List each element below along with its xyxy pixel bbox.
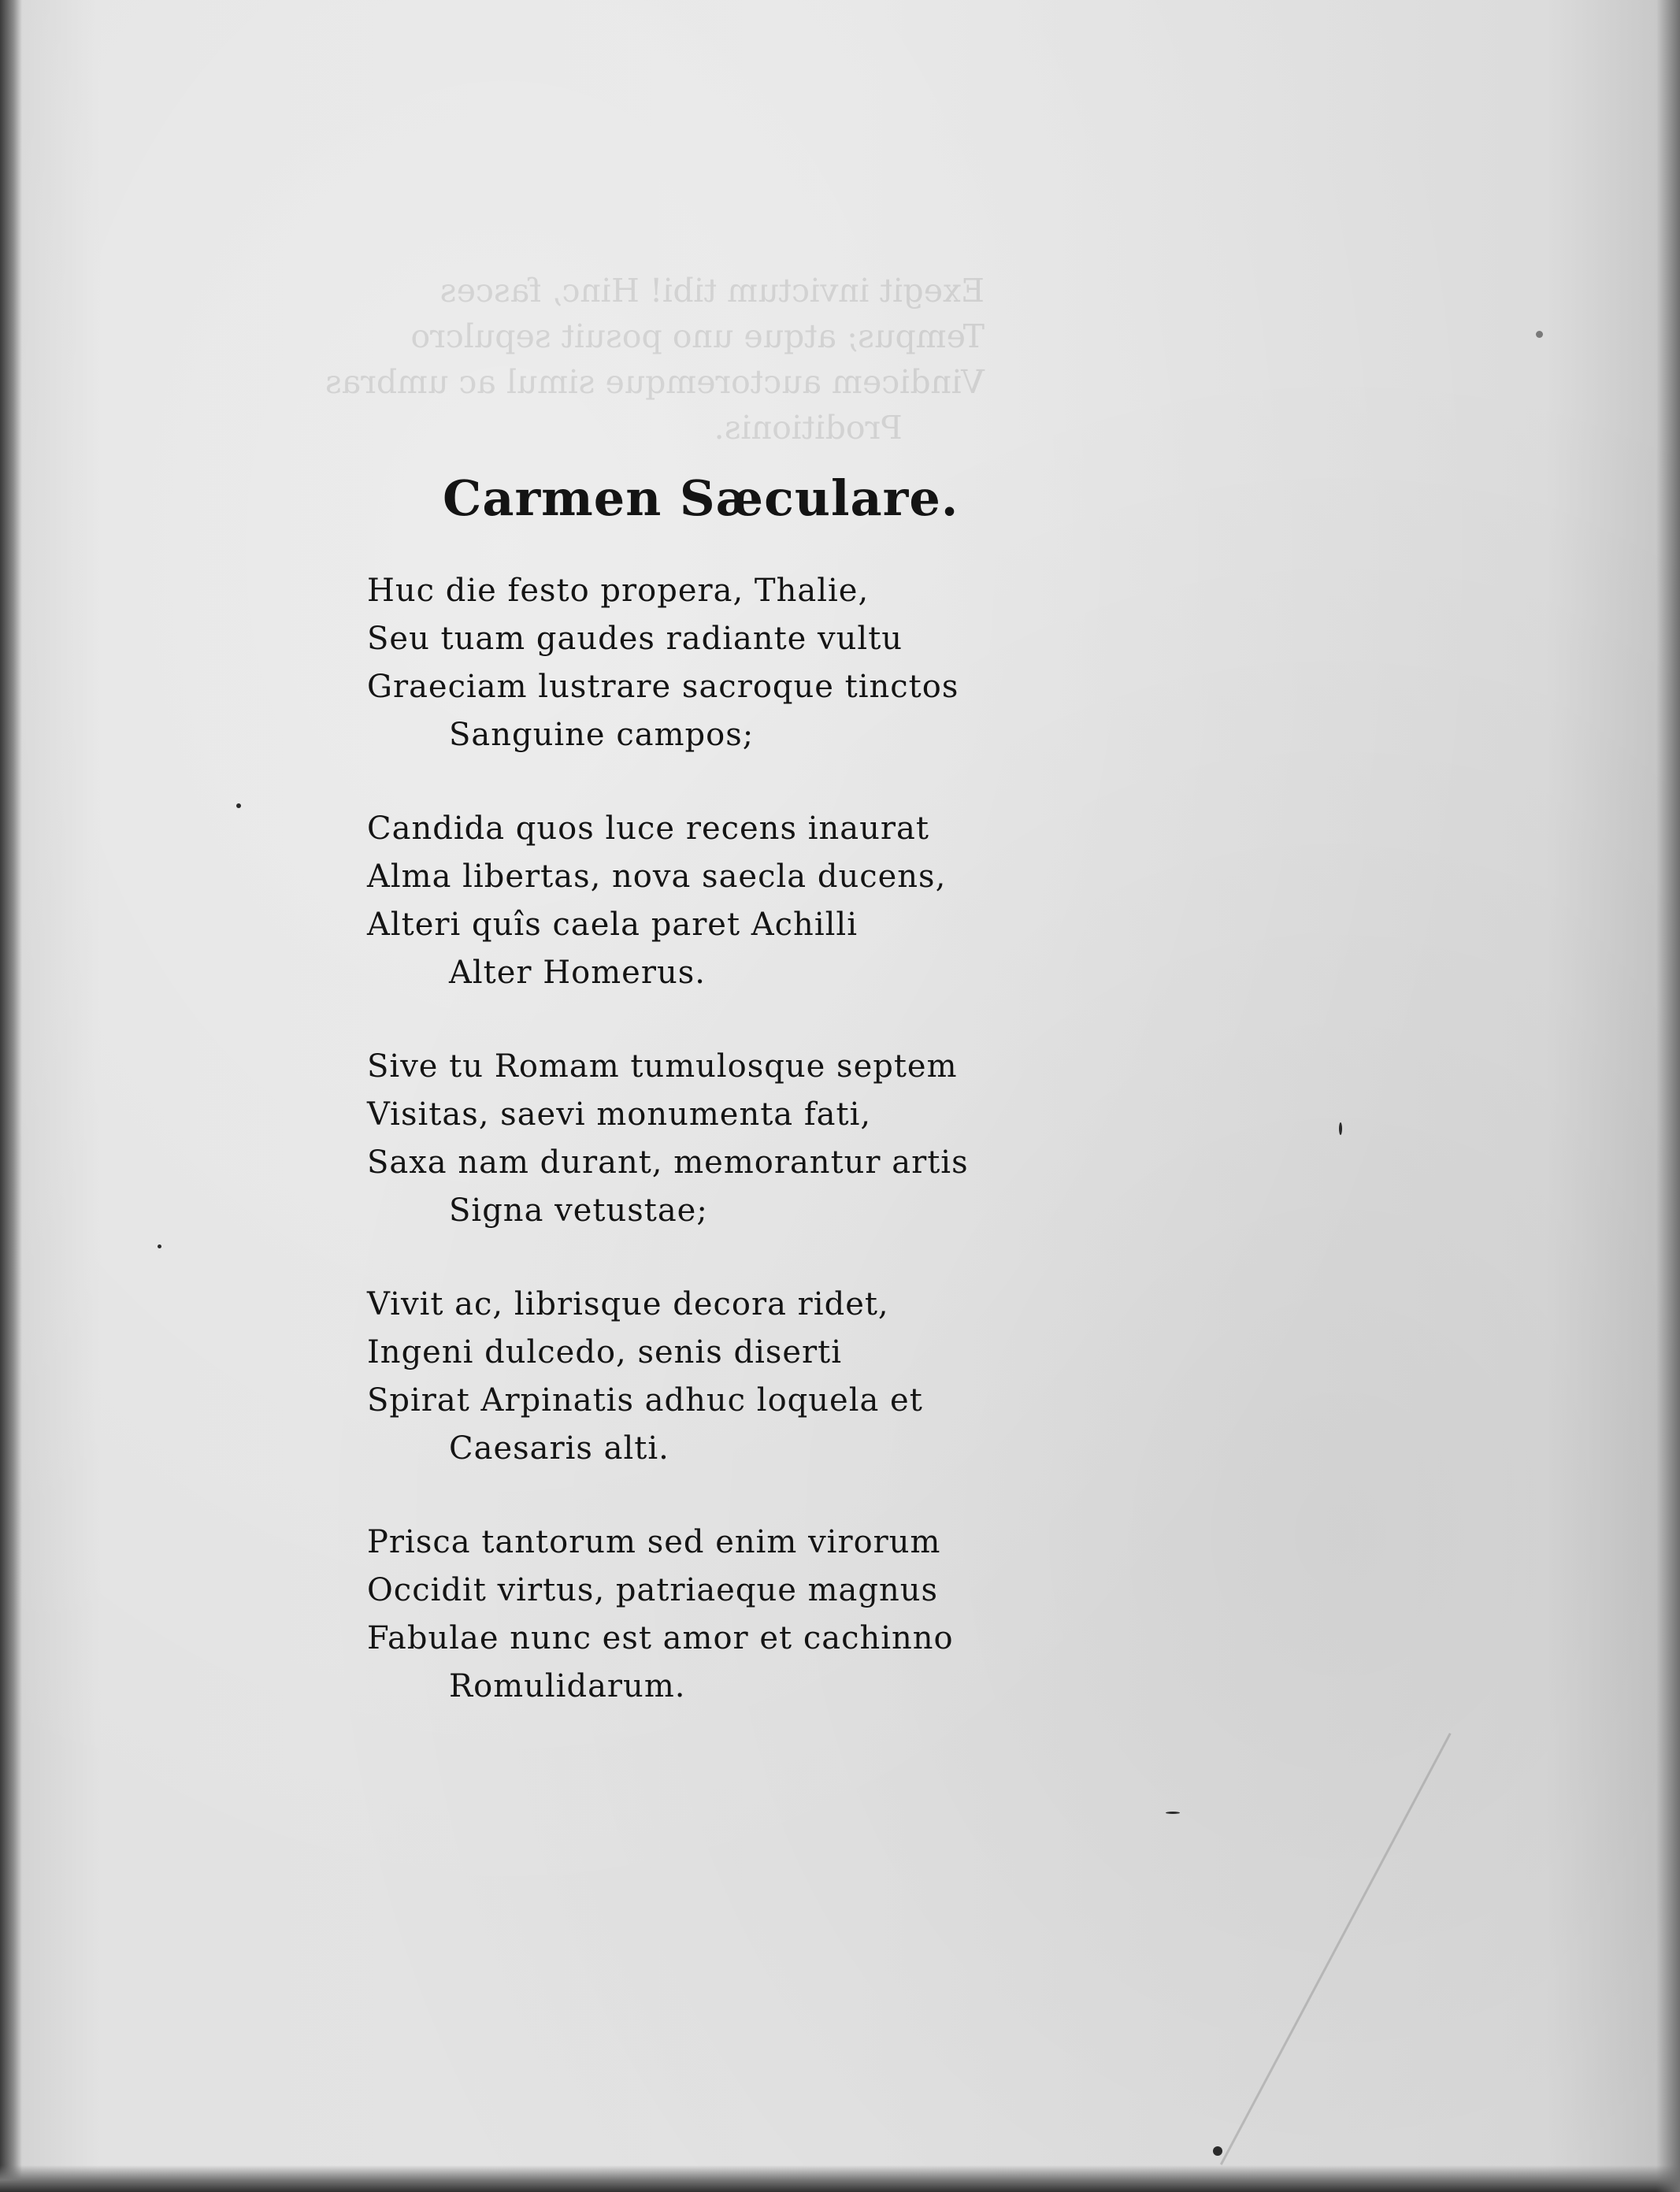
verse-line: Visitas, saevi monumenta fati, bbox=[367, 1096, 872, 1133]
stanza-4 bbox=[367, 1281, 1391, 1473]
verse-line: Ingeni dulcedo, senis diserti bbox=[367, 1334, 843, 1370]
verse-line: Candida quos luce recens inaurat bbox=[367, 810, 929, 847]
stanza-5 bbox=[367, 1519, 1391, 1711]
verse-line: Graeciam lustrare sacroque tinctos bbox=[367, 669, 959, 705]
paper-speck bbox=[158, 1244, 161, 1248]
verse-line: Saxa nam durant, memorantur artis bbox=[367, 1144, 969, 1181]
poem-title: Carmen Sæculare. bbox=[443, 469, 959, 527]
paper-speck bbox=[1536, 331, 1543, 338]
paper-speck bbox=[236, 803, 241, 808]
paper-speck bbox=[1213, 2146, 1222, 2156]
verse-adonic-line: Romulidarum. bbox=[449, 1668, 686, 1704]
stanza-3 bbox=[367, 1043, 1391, 1235]
page-bottom-edge bbox=[0, 2165, 1680, 2192]
verse-line: Vivit ac, librisque decora ridet, bbox=[367, 1286, 889, 1322]
verse-adonic-line: Caesaris alti. bbox=[449, 1430, 669, 1467]
verse-line: Seu tuam gaudes radiante vultu bbox=[367, 621, 903, 657]
verse-line: Occidit virtus, patriaeque magnus bbox=[367, 1572, 939, 1608]
paper-crease bbox=[1220, 1733, 1452, 2165]
stanza-2 bbox=[367, 805, 1391, 997]
stanza-1 bbox=[367, 567, 1391, 759]
verse-line: Sive tu Romam tumulosque septem bbox=[367, 1048, 958, 1085]
verse-line: Alma libertas, nova saecla ducens, bbox=[367, 859, 947, 895]
verse-line: Alteri quîs caela paret Achilli bbox=[367, 907, 858, 943]
verse-line: Huc die festo propera, Thalie, bbox=[367, 573, 870, 609]
verse-adonic-line: Signa vetustae; bbox=[449, 1192, 708, 1229]
verse-line: Spirat Arpinatis adhuc loquela et bbox=[367, 1382, 923, 1419]
poem bbox=[367, 463, 1391, 1711]
verse-adonic-line: Sanguine campos; bbox=[449, 717, 755, 753]
paper-speck bbox=[1166, 1812, 1180, 1814]
verse-adonic-line: Alter Homerus. bbox=[449, 955, 706, 991]
verse-line: Fabulae nunc est amor et cachinno bbox=[367, 1620, 954, 1656]
verse-line: Prisca tantorum sed enim virorum bbox=[367, 1524, 941, 1560]
reverse-page-bleed-through: Exegit invictum tibi! Hinc, fasces Tempus; atque uno posuit sepulcro Vindicem auctoremque simul ac umbras Proditionis. bbox=[325, 272, 985, 447]
